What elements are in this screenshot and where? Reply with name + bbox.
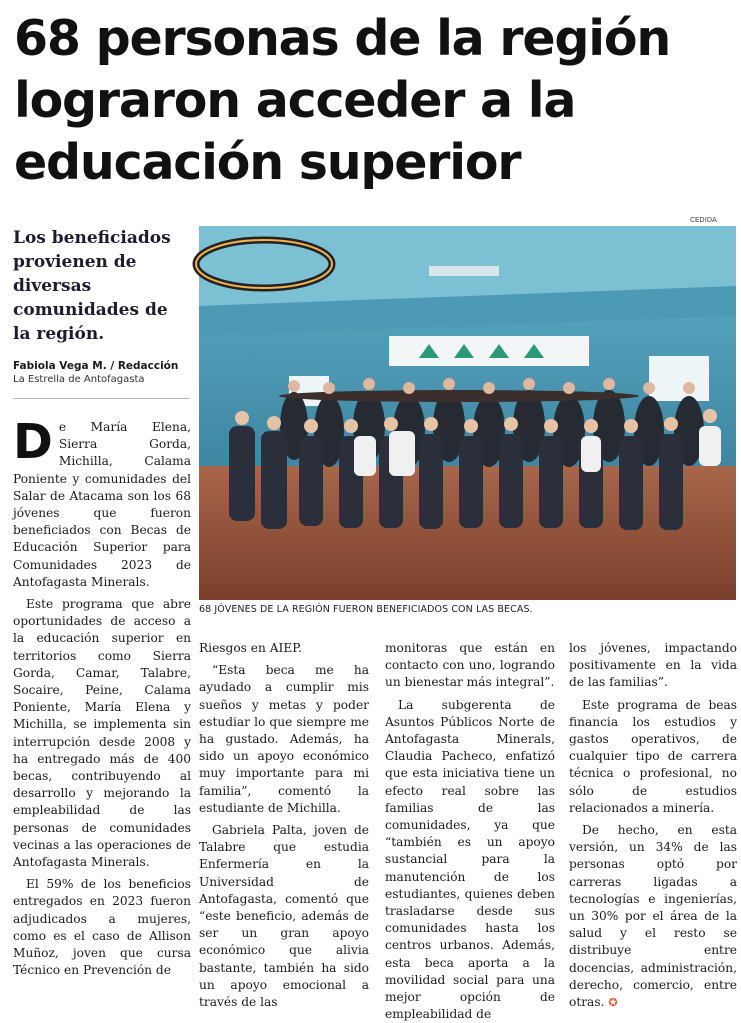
- headline-line-2: lograron acceder a la: [14, 72, 576, 129]
- article-paragraph: Este programa de beas financia los estudios y gastos operativos, de cualquier tipo de carrera técnica o profesional, no sólo de estudios relacionados a minería.: [569, 697, 737, 815]
- article-paragraph: Este programa que abre oportunidades de acceso a la educación superior en territorios como Sierra Gorda, Camar, Talabre, Socaire, Peine, Calama Poniente, María Elena y Michilla, se implementa sin interrupción desde 2008 y ha entregado más de 400 becas, contribuyendo al desarrollo y mejorando la empleabilidad de las personas de comunidades vecinas a las operaciones de Antofagasta Minerals.: [13, 597, 191, 870]
- headline-line-1: 68 personas de la región: [14, 10, 671, 67]
- byline-divider: [13, 398, 190, 399]
- article-paragraph: [569, 822, 737, 1011]
- paragraph-text: e María Elena, Sierra Gorda, Michilla, Calama Poniente y comunidades del Salar de Atacama son los 68 jóvenes que fueron beneficiados con Becas de Educación Superior para Comunidades 2023 de Antofagasta Minerals.: [13, 420, 191, 589]
- headline: [14, 8, 729, 194]
- article-paragraph: los jóvenes, impactando positivamente en la vida de las familias”.: [569, 641, 737, 690]
- paragraph-text: De hecho, en esta versión, un 34% de las personas optó por carreras ligadas a tecnologías e ingenierías, un 30% por el área de la salud y el resto se distribuye entre docencias, administración, derecho, comercio, entre otras.: [569, 823, 737, 1010]
- article-paragraph: Gabriela Palta, joven de Talabre que estudia Enfermería en la Universidad de Antofagasta, comentó que “este beneficio, además de ser un gran apoyo económico que alivia bastante, también ha sido un apoyo emocional a través de las: [199, 823, 369, 1010]
- byline-outlet: La Estrella de Antofagasta: [13, 374, 145, 385]
- article-column-1: [13, 414, 191, 978]
- drop-cap: D: [13, 414, 53, 470]
- article-column-4: [569, 640, 737, 1010]
- subheadline: Los beneficiados provienen de diversas comunidades de la región.: [13, 228, 171, 344]
- article-paragraph: El 59% de los beneficios entregados en 2023 fueron adjudicados a mujeres, como es el caso de Allison Muñoz, joven que cursa Técnico en Prevención de: [13, 877, 191, 978]
- group-photo: [199, 226, 736, 600]
- headline-line-3: educación superior: [14, 134, 521, 191]
- article-paragraph: “Esta beca me ha ayudado a cumplir mis sueños y metas y poder estudiar lo que siempre me ha gustado. Además, ha sido un apoyo económico muy importante para mi familia”, comentó la estudiante de Michilla.: [199, 663, 369, 815]
- article-paragraph: monitoras que están en contacto con uno, logrando un bienestar más integral”.: [385, 641, 555, 690]
- photo-caption: 68 JÓVENES DE LA REGIÓN FUERON BENEFICIADOS CON LAS BECAS.: [199, 604, 533, 615]
- article-paragraph: [13, 414, 191, 591]
- byline-author: Fabiola Vega M. / Redacción: [13, 360, 179, 372]
- end-mark-icon: ✪: [608, 996, 618, 1010]
- article-paragraph: Riesgos en AIEP.: [199, 641, 302, 655]
- article-column-3: [385, 640, 555, 1022]
- article-paragraph: La subgerenta de Asuntos Públicos Norte de Antofagasta Minerals, Claudia Pacheco, enfatizó que esta iniciativa tiene un efecto real sobre las familias de las comunidades, ya que “también es un apoyo sustancial para la manutención de los estudiantes, quienes deben trasladarse desde sus comunidades hasta los centros urbanos. Además, esta beca aporta a la movilidad social para una mejor opción de empleabilidad de: [385, 697, 555, 1022]
- photo-credit: CEDIDA: [690, 216, 717, 224]
- article-column-2: [199, 640, 369, 1010]
